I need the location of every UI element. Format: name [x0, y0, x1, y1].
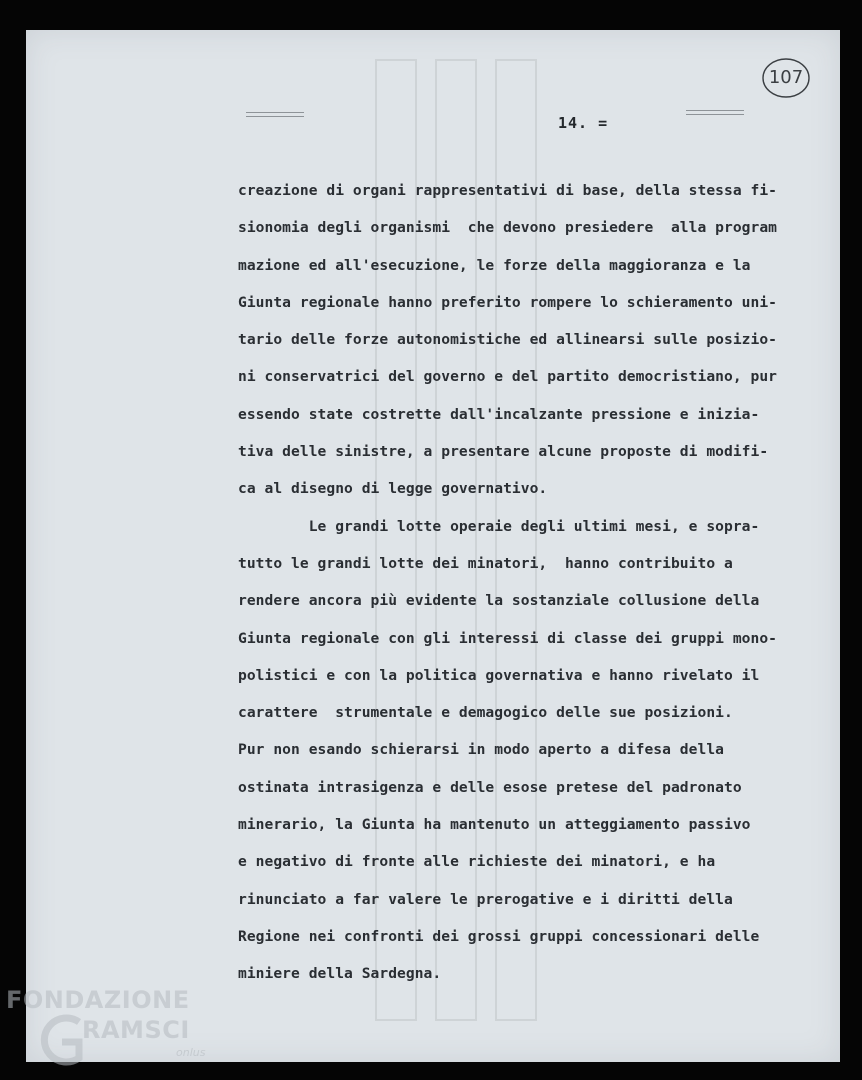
text-line: polistici e con la politica governativa e hanno rivelato il	[238, 666, 760, 684]
text-line: tario delle forze autonomistiche ed allinearsi sulle posizio-	[238, 331, 778, 349]
watermark-line-1: FONDAZIONE	[6, 986, 190, 1014]
foundation-watermark	[0, 984, 220, 1080]
body-text	[238, 172, 838, 993]
archive-number: 107	[768, 67, 804, 88]
text-line: e negativo di fronte alle richieste dei minatori, e ha	[238, 853, 716, 871]
archive-page-stamp	[761, 56, 811, 100]
text-line: Giunta regionale con gli interessi di classe dei gruppi mono-	[238, 629, 778, 647]
text-line: ostinata intrasigenza e delle esose pretese del padronato	[238, 778, 742, 796]
text-line: ca al disegno di legge governativo.	[238, 480, 548, 498]
text-line: sionomia degli organismi che devono presiedere alla program	[238, 219, 778, 237]
watermark-suffix: onlus	[176, 1046, 206, 1059]
text-line: miniere della Sardegna.	[238, 965, 442, 983]
text-line: mazione ed all'esecuzione, le forze della maggioranza e la	[238, 256, 751, 274]
text-line: Pur non esando schierarsi in modo aperto a difesa della	[238, 741, 724, 759]
text-line: Giunta regionale hanno preferito rompere lo schieramento uni-	[238, 293, 778, 311]
text-line: minerario, la Giunta ha mantenuto un atteggiamento passivo	[238, 816, 751, 834]
text-line: Le grandi lotte operaie degli ultimi mesi, e sopra-	[238, 517, 760, 535]
text-line: rendere ancora più evidente la sostanziale collusione della	[238, 592, 760, 610]
text-line: ni conservatrici del governo e del partito democristiano, pur	[238, 368, 778, 386]
watermark-line-2: RAMSCI	[82, 1016, 190, 1044]
text-line: carattere strumentale e demagogico delle sue posizioni.	[238, 704, 733, 722]
paragraph	[238, 508, 838, 993]
page-number: 14. =	[558, 114, 609, 132]
text-line: tutto le grandi lotte dei minatori, hanno contribuito a	[238, 554, 733, 572]
text-line: Regione nei confronti dei grossi gruppi concessionari delle	[238, 927, 760, 945]
paragraph	[238, 172, 838, 508]
text-line: essendo state costrette dall'incalzante pressione e inizia-	[238, 405, 760, 423]
text-line: creazione di organi rappresentativi di base, della stessa fi-	[238, 182, 778, 199]
watermark-logo-icon	[34, 1010, 84, 1070]
header-rule-left	[246, 112, 304, 117]
header-rule-right	[686, 110, 744, 115]
text-line: rinunciato a far valere le prerogative e i diritti della	[238, 890, 733, 908]
text-line: tiva delle sinistre, a presentare alcune proposte di modifi-	[238, 443, 769, 461]
typewritten-page	[26, 30, 840, 1062]
